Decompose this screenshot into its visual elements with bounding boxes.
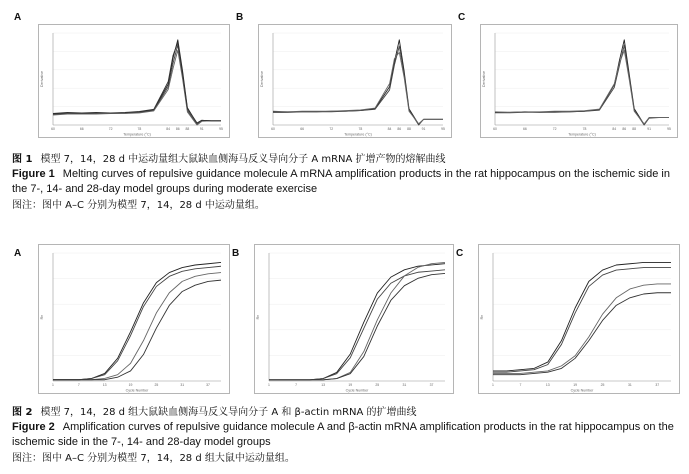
x-tick-label: 88 xyxy=(632,127,637,131)
series-line xyxy=(269,270,445,380)
amplification-curve-chart xyxy=(39,245,229,393)
x-tick-label: 7 xyxy=(295,383,298,387)
figure2-panel-a xyxy=(10,242,232,394)
amplification-curve-plot xyxy=(254,244,454,394)
x-tick-label: 91 xyxy=(647,127,652,131)
x-axis-title: Temperature (°C) xyxy=(123,132,151,137)
x-tick-label: 84 xyxy=(166,127,171,131)
x-tick-label: 78 xyxy=(137,127,142,131)
x-tick-label: 7 xyxy=(77,383,80,387)
caption-label: Figure 2 xyxy=(12,421,55,433)
figure1-panel-a xyxy=(10,10,232,138)
x-tick-label: 88 xyxy=(185,127,190,131)
y-axis-title: Rn xyxy=(40,314,44,320)
x-tick-label: 13 xyxy=(321,383,326,387)
x-tick-label: 1 xyxy=(492,383,494,387)
caption-text: Melting curves of repulsive guidance molecule A mRNA amplification products in the rat hippocampus on the ischemic side in the 7-, 14- and 28-day model groups during moderate exercise xyxy=(12,168,670,195)
figure1-caption-en xyxy=(12,167,684,197)
amplification-curve-plot xyxy=(478,244,680,394)
x-tick-label: 95 xyxy=(667,127,671,131)
x-axis-title: Cycle Number xyxy=(570,388,594,393)
x-tick-label: 66 xyxy=(79,127,84,131)
x-tick-label: 19 xyxy=(128,383,133,387)
figure1-panel-b xyxy=(232,10,454,138)
panel-letter: A xyxy=(14,248,22,259)
x-axis-title: Temperature (°C) xyxy=(568,132,596,137)
x-tick-label: 19 xyxy=(573,383,578,387)
figure2-caption-cn xyxy=(12,405,682,420)
series-line xyxy=(495,45,669,125)
x-tick-label: 25 xyxy=(600,383,605,387)
series-line xyxy=(273,46,443,125)
x-tick-label: 37 xyxy=(655,383,660,387)
series-line xyxy=(269,262,445,379)
series-line xyxy=(53,273,221,380)
x-tick-label: 25 xyxy=(375,383,380,387)
x-tick-label: 7 xyxy=(519,383,522,387)
series-line xyxy=(53,50,221,125)
x-tick-label: 37 xyxy=(429,383,434,387)
amplification-curve-chart xyxy=(255,245,453,393)
x-tick-label: 19 xyxy=(348,383,353,387)
melting-curve-chart xyxy=(481,25,677,137)
figure2-panel-c xyxy=(454,242,682,394)
x-tick-label: 84 xyxy=(387,127,392,131)
x-tick-label: 86 xyxy=(622,127,627,131)
caption-text: Amplification curves of repulsive guidance molecule A and β-actin mRNA amplification products in the rat hippocampus on the ischemic side in the 7-, 14- and 28-day model groups xyxy=(12,421,674,448)
series-line xyxy=(53,42,221,122)
melting-curve-chart xyxy=(259,25,451,137)
x-tick-label: 78 xyxy=(582,127,587,131)
figure1-caption-cn xyxy=(12,152,682,167)
figure2-panel-b xyxy=(232,242,454,394)
x-tick-label: 72 xyxy=(552,127,557,131)
panel-letter: B xyxy=(232,248,240,259)
melting-curve-plot xyxy=(258,24,452,138)
caption-text: 模型 7，14，28 d 组大鼠缺血侧海马反义导向分子 A 和 β-actin mRNA 的扩增曲线 xyxy=(40,407,417,418)
x-tick-label: 72 xyxy=(108,127,113,131)
x-tick-label: 84 xyxy=(612,127,617,131)
x-tick-label: 60 xyxy=(493,127,497,131)
x-tick-label: 78 xyxy=(358,127,363,131)
y-axis-title: Derivative xyxy=(260,71,264,87)
figure1-note: 图注：图中 A–C 分别为模型 7，14，28 d 中运动量组。 xyxy=(12,200,265,211)
amplification-curve-chart xyxy=(479,245,679,393)
series-line xyxy=(493,293,671,375)
x-axis-title: Temperature (°C) xyxy=(344,132,372,137)
y-axis-title: Rn xyxy=(480,314,484,320)
panel-letter: A xyxy=(14,12,22,23)
melting-curve-plot xyxy=(38,24,230,138)
x-tick-label: 86 xyxy=(175,127,180,131)
panel-letter: C xyxy=(456,248,464,259)
x-tick-label: 13 xyxy=(102,383,107,387)
melting-curve-chart xyxy=(39,25,229,137)
x-tick-label: 95 xyxy=(441,127,445,131)
y-axis-title: Rn xyxy=(256,314,260,320)
x-axis-title: Cycle Number xyxy=(345,388,369,393)
x-axis-title: Cycle Number xyxy=(125,388,149,393)
amplification-curve-plot xyxy=(38,244,230,394)
x-tick-label: 95 xyxy=(219,127,223,131)
x-tick-label: 37 xyxy=(206,383,210,387)
x-tick-label: 66 xyxy=(522,127,527,131)
panel-letter: B xyxy=(236,12,244,23)
panel-letter: C xyxy=(458,12,466,23)
series-line xyxy=(495,50,669,124)
x-tick-label: 91 xyxy=(199,127,204,131)
y-axis-title: Derivative xyxy=(482,71,486,87)
x-tick-label: 31 xyxy=(180,383,185,387)
figure2-note: 图注：图中 A–C 分别为模型 7，14，28 d 组大鼠中运动量组。 xyxy=(12,453,295,464)
x-tick-label: 88 xyxy=(407,127,411,131)
series-line xyxy=(493,284,671,374)
x-tick-label: 31 xyxy=(402,383,407,387)
caption-label: Figure 1 xyxy=(12,168,55,180)
x-tick-label: 72 xyxy=(329,127,334,131)
caption-text: 模型 7，14，28 d 中运动量组大鼠缺血侧海马反义导向分子 A mRNA 扩增产物的熔解曲线 xyxy=(40,154,446,165)
y-axis-title: Derivative xyxy=(40,71,44,87)
figure1-panel-c xyxy=(454,10,682,138)
x-tick-label: 25 xyxy=(154,383,159,387)
x-tick-label: 60 xyxy=(51,127,55,131)
series-line xyxy=(53,40,221,124)
caption-label: 图 1 xyxy=(12,154,33,165)
x-tick-label: 86 xyxy=(397,127,402,131)
figure2-caption-en xyxy=(12,420,684,450)
x-tick-label: 13 xyxy=(545,383,550,387)
x-tick-label: 60 xyxy=(271,127,275,131)
series-line xyxy=(269,273,445,379)
x-tick-label: 31 xyxy=(628,383,632,387)
x-tick-label: 1 xyxy=(52,383,54,387)
x-tick-label: 66 xyxy=(300,127,305,131)
x-tick-label: 1 xyxy=(268,383,270,387)
x-tick-label: 91 xyxy=(421,127,426,131)
melting-curve-plot xyxy=(480,24,678,138)
caption-label: 图 2 xyxy=(12,407,33,418)
series-line xyxy=(493,268,671,373)
